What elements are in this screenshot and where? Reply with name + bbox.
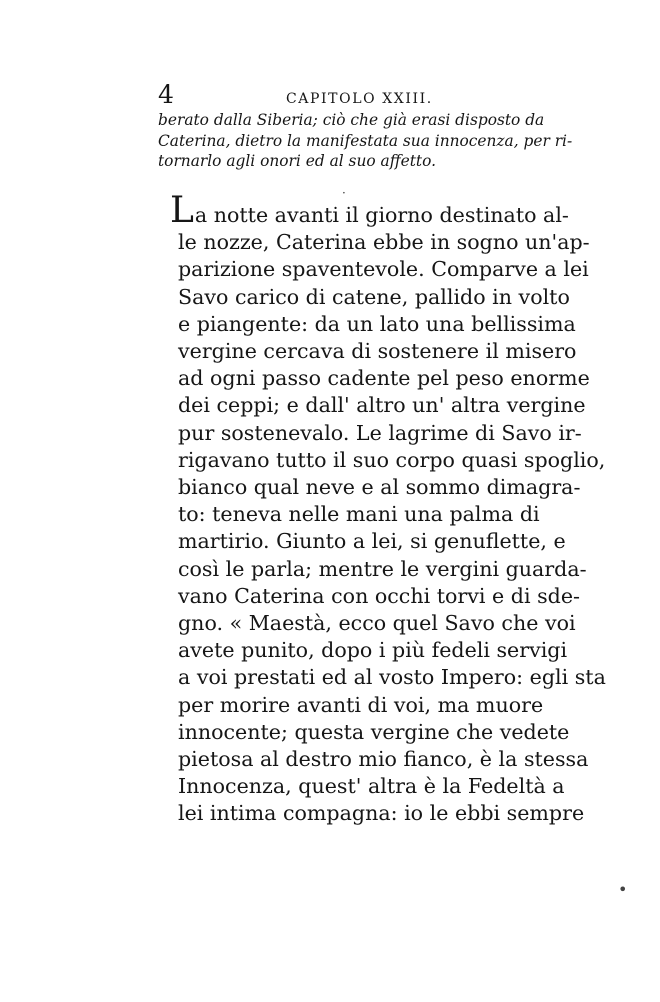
- body-text: [170, 190, 606, 828]
- body-line: to: teneva nelle mani una palma di: [178, 502, 540, 527]
- body-line: bianco qual neve e al sommo dimagra-: [178, 475, 581, 500]
- body-line: parizione spaventevole. Comparve a lei: [178, 257, 589, 282]
- body-line: martirio. Giunto a lei, si genuflette, e: [178, 529, 566, 554]
- body-line: per morire avanti di voi, ma muore: [178, 692, 544, 717]
- summary-line: tornarlo agli onori ed al suo affetto.: [158, 152, 436, 170]
- body-first-line-text: a notte avanti il giorno destinato al-: [194, 203, 569, 227]
- body-line: rigavano tutto il suo corpo quasi spoglio,: [178, 447, 606, 472]
- body-line: vano Caterina con occhi torvi e di sde-: [178, 583, 580, 608]
- body-line: ad ogni passo cadente pel peso enorme: [178, 366, 590, 391]
- ink-speck: •: [618, 880, 628, 899]
- body-line: Savo carico di catene, pallido in volto: [178, 284, 570, 309]
- body-line: avete punito, dopo i più fedeli servigi: [178, 638, 568, 663]
- body-line: vergine cercava di sostenere il misero: [178, 339, 577, 364]
- body-line: così le parla; mentre le vergini guarda-: [178, 556, 587, 581]
- page-number: 4: [158, 80, 174, 109]
- body-first-line: [170, 190, 578, 231]
- running-head: CAPITOLO XXIII.: [286, 91, 433, 107]
- body-line: lei intima compagna: io le ebbi sempre: [178, 801, 585, 826]
- drop-cap: L: [170, 190, 194, 231]
- body-line: e piangente: da un lato una bellissima: [178, 311, 576, 336]
- ink-speck: ·: [342, 186, 346, 200]
- summary-line: berato dalla Siberia; ciò che già erasi disposto da: [158, 111, 545, 129]
- body-line: dei ceppi; e dall' altro un' altra vergine: [178, 393, 586, 418]
- body-line: pietosa al destro mio fianco, è la stessa: [178, 747, 589, 772]
- body-line: Innocenza, quest' altra è la Fedeltà a: [178, 774, 565, 799]
- summary-line: Caterina, dietro la manifestata sua innocenza, per ri-: [158, 131, 573, 150]
- page-header: [158, 80, 568, 109]
- body-line: a voi prestati ed al vosto Impero: egli sta: [178, 665, 606, 690]
- body-line: innocente; questa vergine che vedete: [178, 719, 570, 744]
- body-line: pur sostenevalo. Le lagrime di Savo ir-: [178, 420, 582, 445]
- body-line: le nozze, Caterina ebbe in sogno un'ap-: [178, 230, 590, 255]
- chapter-summary: [158, 110, 578, 172]
- body-line: gno. « Maestà, ecco quel Savo che voi: [178, 611, 576, 636]
